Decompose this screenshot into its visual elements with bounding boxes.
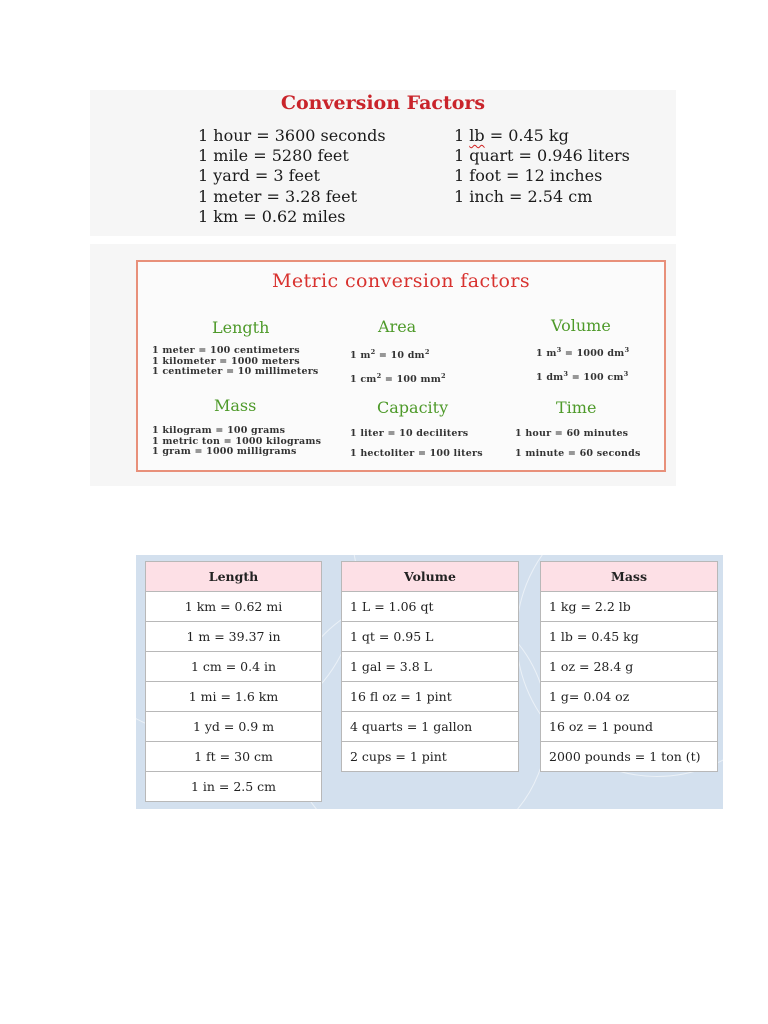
time-heading: Time bbox=[556, 398, 597, 417]
conversion-line: 1 km = 0.62 miles bbox=[198, 206, 346, 226]
conversion-line: 1 $cm^2 = 100$ $mm^2$ bbox=[350, 372, 446, 386]
table-row bbox=[146, 772, 322, 802]
conversion-line: 1 liter = 10 deciliters bbox=[350, 428, 469, 439]
table-row bbox=[541, 742, 718, 772]
table-cell: 1 oz = 28.4 g bbox=[541, 652, 718, 682]
table-cell: 1 yd = 0.9 m bbox=[146, 712, 322, 742]
conversion-line: 1 kilometer = 1000 meters bbox=[152, 355, 300, 367]
table-row bbox=[541, 622, 718, 652]
table-cell: 1 g= 0.04 oz bbox=[541, 682, 718, 712]
conversion-line: 1 $m^2 = 10$ $dm^2$ bbox=[350, 348, 430, 362]
conversion-line: 1 $m^3 = 1000$ $dm^3$ bbox=[536, 346, 630, 360]
volume-conversions bbox=[536, 340, 629, 388]
table-cell: 1 lb = 0.45 kg bbox=[541, 622, 718, 652]
time-conversions bbox=[515, 424, 641, 464]
mass-heading: Mass bbox=[214, 396, 257, 415]
conversion-line: 1 inch = 2.54 cm bbox=[454, 186, 593, 206]
table-row bbox=[146, 592, 322, 622]
table-row bbox=[342, 592, 519, 622]
table-row bbox=[146, 622, 322, 652]
table-cell: 1 kg = 2.2 lb bbox=[541, 592, 718, 622]
conversion-factors-panel bbox=[90, 90, 676, 236]
conversion-factors-left-column bbox=[198, 126, 386, 227]
conversion-line: 1 $dm^3 = 100$ $cm^3$ bbox=[536, 370, 629, 384]
mass-conversions bbox=[152, 426, 321, 458]
area-conversions bbox=[350, 342, 446, 390]
conversion-line: 1 meter = 100 centimeters bbox=[152, 345, 300, 356]
length-heading: Length bbox=[212, 318, 270, 337]
conversion-line: 1 centimeter = 10 millimeters bbox=[152, 366, 319, 377]
length-conversions bbox=[152, 346, 318, 378]
table-cell: 1 L = 1.06 qt bbox=[342, 592, 519, 622]
table-cell: 1 cm = 0.4 in bbox=[146, 652, 322, 682]
conversion-line: 1 metric ton = 1000 kilograms bbox=[152, 435, 322, 447]
conversion-line: 1 foot = 12 inches bbox=[454, 166, 603, 186]
table-row bbox=[342, 652, 519, 682]
spellcheck-mark: lb bbox=[469, 126, 485, 145]
table-row bbox=[342, 682, 519, 712]
table-cell: 1 qt = 0.95 L bbox=[342, 622, 519, 652]
table-cell: 1 km = 0.62 mi bbox=[146, 592, 322, 622]
table-row bbox=[541, 652, 718, 682]
volume-table bbox=[341, 561, 519, 772]
table-cell: 1 gal = 3.8 L bbox=[342, 652, 519, 682]
table-row bbox=[146, 742, 322, 772]
table-row bbox=[146, 682, 322, 712]
table-cell: 2000 pounds = 1 ton (t) bbox=[541, 742, 718, 772]
metric-conversion-box bbox=[136, 260, 666, 472]
conversion-line: 1 mile = 5280 feet bbox=[198, 146, 349, 166]
table-row bbox=[342, 622, 519, 652]
table-header: Length bbox=[146, 562, 322, 592]
table-row bbox=[541, 592, 718, 622]
length-table bbox=[145, 561, 322, 802]
table-row bbox=[541, 712, 718, 742]
conversion-line: 1 hour = 60 minutes bbox=[515, 428, 629, 439]
conversion-line: 1 gram = 1000 milligrams bbox=[152, 446, 297, 457]
table-cell: 16 fl oz = 1 pint bbox=[342, 682, 519, 712]
table-cell: 16 oz = 1 pound bbox=[541, 712, 718, 742]
table-row bbox=[541, 682, 718, 712]
table-cell: 2 cups = 1 pint bbox=[342, 742, 519, 772]
table-cell: 1 ft = 30 cm bbox=[146, 742, 322, 772]
conversion-line: 1 yard = 3 feet bbox=[198, 166, 320, 186]
table-row bbox=[342, 742, 519, 772]
table-row bbox=[146, 712, 322, 742]
table-cell: 1 in = 2.5 cm bbox=[146, 772, 322, 802]
metric-conversion-title: Metric conversion factors bbox=[271, 270, 530, 292]
conversion-line: 1 hectoliter = 100 liters bbox=[350, 448, 483, 459]
mass-table bbox=[540, 561, 718, 772]
conversion-factors-title: Conversion Factors bbox=[280, 92, 486, 114]
conversion-line: 1 hour = 3600 seconds bbox=[198, 126, 386, 145]
capacity-heading: Capacity bbox=[377, 398, 449, 417]
conversion-line: 1 lb = 0.45 kg bbox=[454, 126, 569, 145]
conversion-factors-right-column bbox=[454, 126, 630, 207]
table-cell: 1 mi = 1.6 km bbox=[146, 682, 322, 712]
table-header: Mass bbox=[541, 562, 718, 592]
table-row bbox=[342, 712, 519, 742]
capacity-conversions bbox=[350, 424, 483, 464]
conversion-line: 1 quart = 0.946 liters bbox=[454, 146, 630, 166]
conversion-line: 1 kilogram = 100 grams bbox=[152, 425, 286, 436]
table-cell: 1 m = 39.37 in bbox=[146, 622, 322, 652]
table-cell: 4 quarts = 1 gallon bbox=[342, 712, 519, 742]
table-header: Volume bbox=[342, 562, 519, 592]
area-heading: Area bbox=[378, 317, 417, 336]
volume-heading: Volume bbox=[551, 316, 611, 335]
conversion-line: 1 meter = 3.28 feet bbox=[198, 186, 358, 206]
conversion-line: 1 minute = 60 seconds bbox=[515, 448, 641, 459]
table-row bbox=[146, 652, 322, 682]
